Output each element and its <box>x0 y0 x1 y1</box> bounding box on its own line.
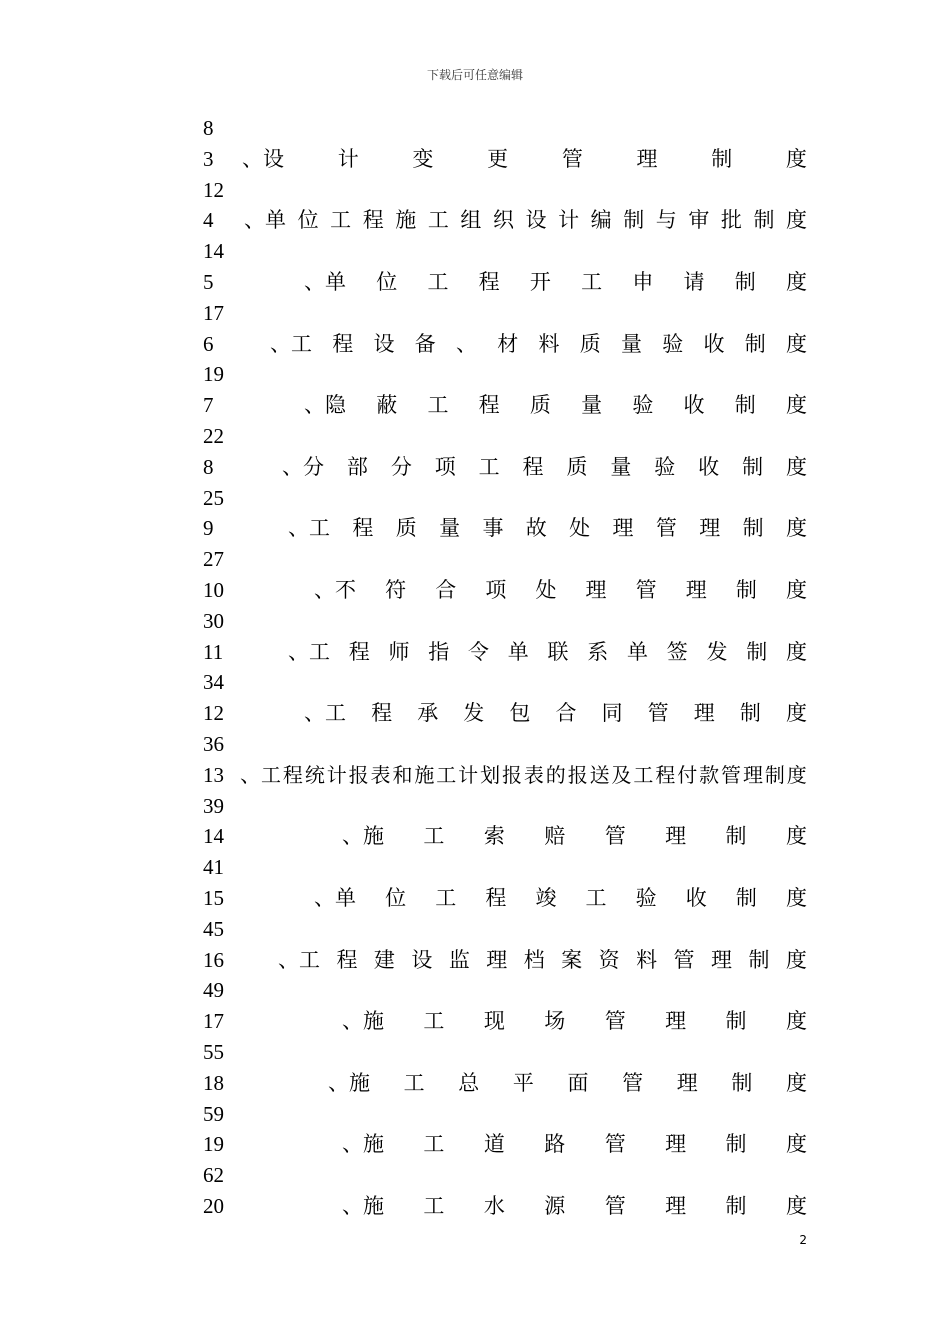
page-number: 2 <box>799 1233 807 1247</box>
toc-page-number: 55 <box>203 1039 224 1064</box>
toc-entry <box>203 698 807 729</box>
toc-entry-number: 19 <box>203 1132 224 1157</box>
toc-page-number: 8 <box>203 116 214 140</box>
toc-entry-number: 14 <box>203 824 224 849</box>
toc-entry <box>203 1129 807 1160</box>
toc-entry-title: 施 工 现 场 管 理 制 度 <box>363 1009 807 1034</box>
toc-entry-title: 工 程 设 备 、 材 料 质 量 验 收 制 度 <box>291 331 807 356</box>
toc-page-number: 22 <box>203 423 224 448</box>
toc-entry-separator: 、 <box>240 762 261 787</box>
toc-entry <box>203 205 807 236</box>
toc-page-number: 62 <box>203 1163 224 1188</box>
toc-entry-title: 工 程 建 设 监 理 档 案 资 料 管 理 制 度 <box>299 947 807 972</box>
toc-entry-title: 工 程 承 发 包 合 同 管 理 制 度 <box>325 701 807 726</box>
toc-entry-title: 工 程 师 指 令 单 联 系 单 签 发 制 度 <box>309 639 807 664</box>
toc-entry-title: 单 位 工 程 施 工 组 织 设 计 编 制 与 审 批 制 度 <box>265 208 807 233</box>
toc-entry-title: 设 计 变 更 管 理 制 度 <box>263 146 807 171</box>
toc-entry-number: 16 <box>203 947 224 972</box>
toc-entry-title: 分 部 分 项 工 程 质 量 验 收 制 度 <box>303 454 807 479</box>
toc-entry-title: 不 符 合 项 处 理 管 理 制 度 <box>335 577 807 602</box>
toc-entry-number: 11 <box>203 639 224 664</box>
toc-page-number: 34 <box>203 670 224 695</box>
toc-entry <box>203 1006 807 1037</box>
toc-entry-number: 15 <box>203 885 224 910</box>
toc-entry-number: 18 <box>203 1070 224 1095</box>
toc-page-number: 25 <box>203 485 224 510</box>
toc-entry <box>203 1191 807 1222</box>
toc-entry-number: 9 <box>203 516 214 541</box>
toc-entry-separator: 、 <box>288 639 309 664</box>
toc-page-number: 14 <box>203 239 224 264</box>
toc-page-number: 45 <box>203 916 224 941</box>
toc-entry <box>203 267 807 298</box>
toc-entry <box>203 329 807 360</box>
toc-page-number: 49 <box>203 978 224 1003</box>
toc-entry-title: 工 程 统 计 报 表 和 施 工 计 划 报 表 的 报 送 及 工 程 付 款 管 理 制 度 <box>261 762 807 787</box>
toc-page-number: 12 <box>203 177 224 202</box>
toc-entry-number: 20 <box>203 1193 224 1218</box>
toc-entry-title: 单 位 工 程 竣 工 验 收 制 度 <box>335 885 807 910</box>
toc-entry-separator: 、 <box>304 701 325 726</box>
toc-entry <box>203 575 807 606</box>
toc-entry-separator: 、 <box>278 947 299 972</box>
toc-entry <box>203 452 807 483</box>
toc-entry-number: 3 <box>203 146 214 171</box>
toc-entry-separator: 、 <box>304 393 325 418</box>
toc-entry-title: 隐 蔽 工 程 质 量 验 收 制 度 <box>325 393 807 418</box>
toc-entry-separator: 、 <box>242 146 263 171</box>
toc-entry-number: 12 <box>203 701 224 726</box>
toc-entry-separator: 、 <box>314 577 335 602</box>
toc-entry <box>203 945 807 976</box>
toc-entry-number: 8 <box>203 454 214 479</box>
toc-entry-number: 17 <box>203 1009 224 1034</box>
toc-page-number: 59 <box>203 1101 224 1126</box>
toc-entry-separator: 、 <box>342 824 363 849</box>
toc-page-number: 41 <box>203 855 224 880</box>
toc-page-number: 30 <box>203 608 224 633</box>
toc-entry-title: 施 工 索 赔 管 理 制 度 <box>363 824 807 849</box>
toc-page-number: 36 <box>203 731 224 756</box>
toc-entry-separator: 、 <box>288 516 309 541</box>
toc-entry-title: 单 位 工 程 开 工 申 请 制 度 <box>325 269 807 294</box>
toc-entry-separator: 、 <box>342 1193 363 1218</box>
toc-entry <box>203 1068 807 1099</box>
toc-entry <box>203 760 807 791</box>
toc-entry-number: 5 <box>203 269 214 294</box>
table-of-contents <box>203 113 807 1222</box>
toc-entry <box>203 637 807 668</box>
toc-entry-title: 施 工 水 源 管 理 制 度 <box>363 1193 807 1218</box>
toc-entry <box>203 390 807 421</box>
toc-entry-title: 施 工 总 平 面 管 理 制 度 <box>349 1070 807 1095</box>
toc-entry <box>203 144 807 175</box>
toc-entry <box>203 821 807 852</box>
toc-page-number: 17 <box>203 300 224 325</box>
toc-entry-number: 13 <box>203 762 224 787</box>
toc-entry-separator: 、 <box>314 885 335 910</box>
toc-entry-separator: 、 <box>244 208 265 233</box>
toc-entry-separator: 、 <box>270 331 291 356</box>
toc-entry-number: 6 <box>203 331 214 356</box>
page-header: 下载后可任意编辑 <box>426 68 523 82</box>
toc-entry-separator: 、 <box>342 1132 363 1157</box>
toc-entry-title: 施 工 道 路 管 理 制 度 <box>363 1132 807 1157</box>
toc-entry-number: 7 <box>203 393 214 418</box>
toc-page-number: 27 <box>203 547 224 572</box>
toc-entry-number: 10 <box>203 577 224 602</box>
toc-entry <box>203 513 807 544</box>
toc-entry-title: 工 程 质 量 事 故 处 理 管 理 制 度 <box>309 516 807 541</box>
toc-entry-separator: 、 <box>282 454 303 479</box>
toc-page-number: 39 <box>203 793 224 818</box>
toc-entry-separator: 、 <box>304 269 325 294</box>
toc-page-number: 19 <box>203 362 224 387</box>
toc-entry <box>203 883 807 914</box>
toc-entry-separator: 、 <box>342 1009 363 1034</box>
toc-entry-separator: 、 <box>328 1070 349 1095</box>
toc-entry-number: 4 <box>203 208 214 233</box>
